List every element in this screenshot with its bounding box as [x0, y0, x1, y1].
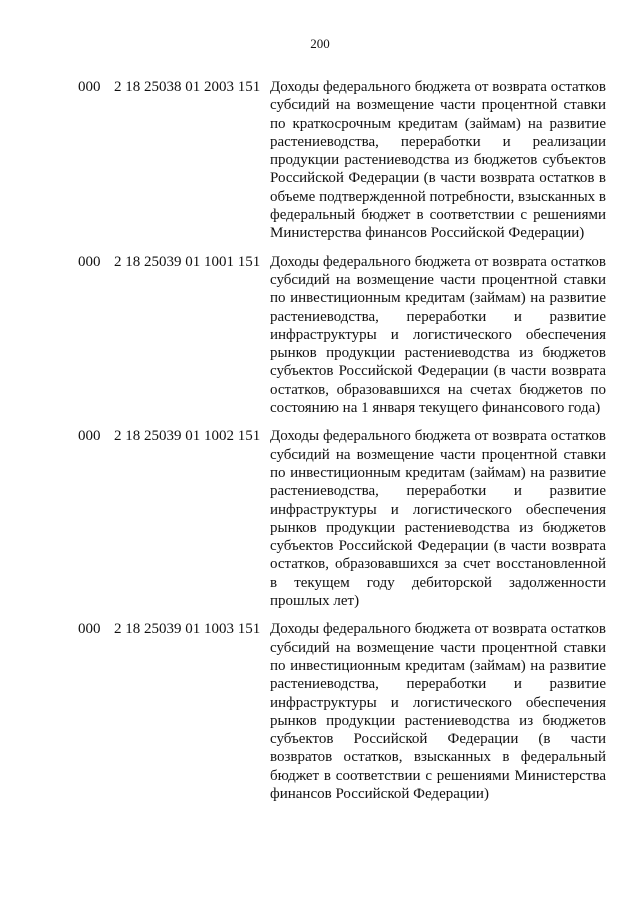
page-number: 200 — [310, 36, 330, 51]
code-description: Доходы федерального бюджета от возврата остатков субсидий на возмещение части процентной ставки по краткосрочным кредитам (займам) на развитие растениеводства, переработки и реализации продукции растениеводства из бюджетов субъектов Российской Федерации (в части возврата остатков в объеме подтвержденной потребности, взысканных в федеральный бюджет в соответствии с решениями Министерства финансов Российской Федерации) — [270, 79, 606, 242]
budget-code-entry — [78, 78, 610, 243]
administrator-code: 000 — [78, 621, 101, 638]
code-description: Доходы федерального бюджета от возврата остатков субсидий на возмещение части процентной ставки по инвестиционным кредитам (займам) на развитие растениеводства, переработки и развитие инфраструктуры и логистического обеспечения рынков продукции растениеводства из бюджетов субъектов Российской Федерации (в части возврата остатков, образовавшихся за счет восстановленной в текущем году дебиторской задолженности прошлых лет) — [270, 428, 606, 610]
administrator-code: 000 — [78, 428, 101, 445]
budget-classification-code: 2 18 25038 01 2003 151 — [114, 79, 261, 95]
budget-classification-code: 2 18 25039 01 1002 151 — [114, 428, 261, 445]
administrator-code: 000 — [78, 79, 101, 95]
budget-code-entry — [78, 253, 610, 418]
code-description: Доходы федерального бюджета от возврата остатков субсидий на возмещение части процентной ставки по инвестиционным кредитам (займам) на развитие растениеводства, переработки и развитие инфраструктуры и логистического обеспечения рынков продукции растениеводства из бюджетов субъектов Российской Федерации (в части возврата остатков, образовавшихся на счетах бюджетов по состоянию на 1 января текущего финансового года) — [270, 253, 606, 417]
budget-code-entry — [78, 427, 610, 610]
budget-code-list — [78, 78, 610, 813]
budget-classification-code: 2 18 25039 01 1001 151 — [114, 253, 261, 270]
code-description: Доходы федерального бюджета от возврата остатков субсидий на возмещение части процентной ставки по инвестиционным кредитам (займам) на развитие растениеводства, переработки и развитие инфраструктуры и логистического обеспечения рынков продукции растениеводства из бюджетов субъектов Российской Федерации (в части возвратов остатков, взысканных в федеральный бюджет в соответствии с решениями Министерства финансов Российской Федерации) — [270, 621, 606, 802]
administrator-code: 000 — [78, 253, 101, 270]
budget-classification-code: 2 18 25039 01 1003 151 — [114, 621, 261, 638]
budget-code-entry — [78, 620, 610, 803]
